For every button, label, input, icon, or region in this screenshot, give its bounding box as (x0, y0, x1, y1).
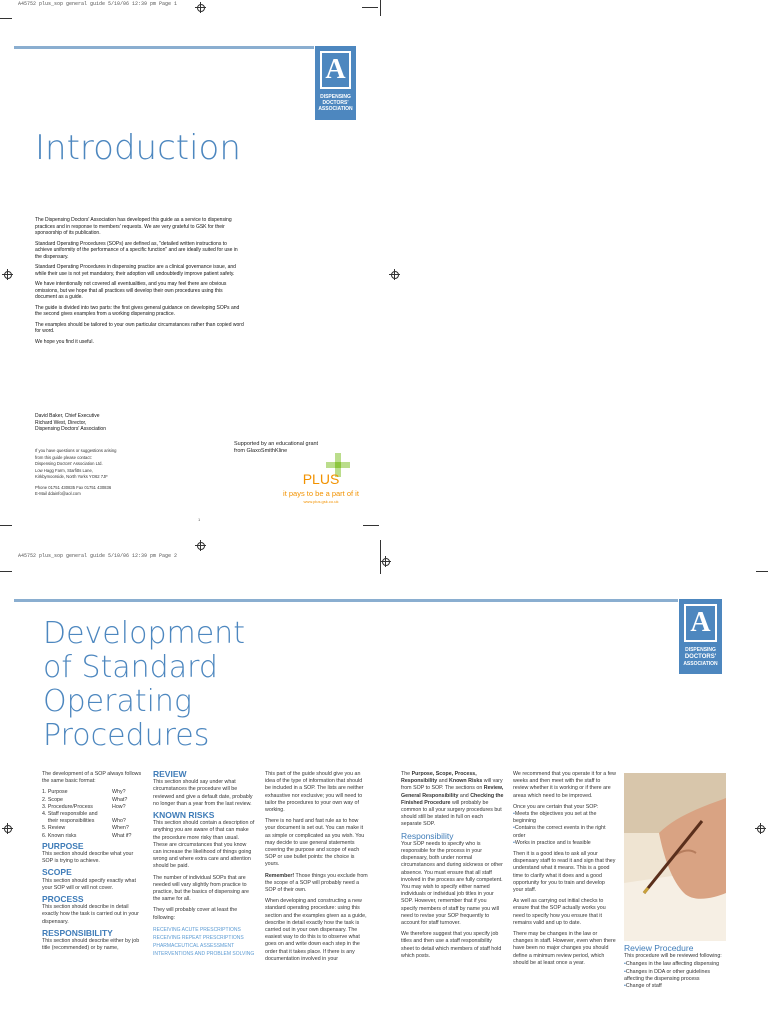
heading-responsibility: Responsibility (401, 830, 454, 841)
page-title: Introduction (35, 128, 241, 168)
crop-mark (380, 540, 381, 574)
sponsor-text: Supported by an educational grant from GlaxoSmithKline (234, 441, 319, 454)
hand-writing-photo (624, 773, 726, 941)
column-1: The development of a SOP always follows the same basic format: 1. Purpose Why? 2. Scope What? 3. Procedure/Process How? 4. Staff responsible and their responsibilities Who? 5. Review When? 6. Known risks What if? PURPOSE This section should describe what your SOP is trying to achieve. SCOPE This section should specify exactly what your SOP will or will not cover. PROCESS This section should describe in detail exactly how the task is carried out in your dispensary. RESPONSIBILITY This section should describe either by job title (recommended) or by name, (42, 771, 142, 952)
registration-mark-icon (195, 2, 206, 13)
sop-topics-list: RECEIVING ACUTE PRESCRIPTIONS RECEIVING REPEAT PRESCRIPTIONS PHARMACEUTICAL ASSESSMENT INTERVENTIONS AND PROBLEM SOLVING (153, 926, 255, 957)
print-slug: A45752 plus_sop general guide 5/10/06 12:39 pm Page 2 (18, 553, 178, 559)
page-number: 1 (198, 517, 201, 522)
sop-steps-list: 1. Purpose Why? 2. Scope What? 3. Procedure/Process How? 4. Staff responsible and their responsibilities Who? 5. Review When? 6. Known risks What if? (42, 789, 132, 839)
heading-responsibility: RESPONSIBILITY (42, 927, 113, 938)
registration-mark-icon (195, 540, 206, 551)
heading-scope: SCOPE (42, 867, 72, 878)
dda-logo: A DISPENSING DOCTORS' ASSOCIATION (679, 599, 722, 674)
contact-block: If you have questions or suggestions arising from this guide please contact: Dispensing Doctors' Association Ltd. Low Hagg Farm, Starfitts Lane, Kirkbymoorside, North Yorks YO62 7JF Phone 01751 430835 Fax 01751 430836 E-Mail ddainfo@aol.com (35, 448, 117, 496)
registration-mark-icon (755, 823, 766, 834)
section-title: Development of Standard Operating Procedures (43, 616, 245, 753)
plus-label: PLUS (302, 471, 340, 487)
registration-mark-icon (2, 269, 13, 280)
heading-review: REVIEW (153, 769, 187, 779)
column-6: Review Procedure This procedure will be reviewed following: • Changes in the law affecting dispensing • Changes in DDA or other guidelines affecting the dispensing process • Change of staff (624, 945, 726, 990)
header-rule (14, 599, 678, 602)
crop-mark (0, 525, 12, 526)
header-rule (14, 46, 314, 49)
dda-logo: A DISPENSING DOCTORS' ASSOCIATION (315, 46, 356, 120)
print-slug: A45752 plus_sop general guide 5/10/06 12:39 pm Page 1 (18, 1, 178, 7)
column-3: This part of the guide should give you an idea of the type of information that should be included in a SOP. The lists are neither exhaustive nor exclusive; you will need to tailor the procedures to your own way of working. There is no hard and fast rule as to how your document is set out. You can make it as simple or complicated as you wish. You may decide to use general statements covering the purpose and scope of each SOP or use bullet points: the choice is yours. Remember! Those things you exclude from the scope of a SOP will probably need a SOP of their own. When developing and constructing a new standard operating procedure: using this section and the examples given as a guide, describe in detail exactly how the task is carried out in your own dispensary. The easiest way to do this is to observe what goes on and write down each step in the order that it takes place. If there is any documentation involved in your (265, 771, 368, 962)
heading-known-risks: KNOWN RISKS (153, 810, 215, 821)
column-5: We recommend that you operate it for a few weeks and then meet with the staff to review whether it is working or if there are areas which need to be improved. Once you are certain that your SOP: • Meets the objectives you set at the beginning • Contains the correct events in the right order • Works in practice and is feasible Then it is a good idea to ask all your dispensary staff to read it and sign that they understand what it means. This is a good time to clarify what it does and a good opportunity for you to train and develop your staff. As well as carrying out initial checks to ensure that the SOP actually works you need to specify how you ensure that it remains valid and up to date. There may be changes in the law or changes in staff. However, even when there have been no major changes you should define a minimum review period, which should be at least once a year. (513, 771, 616, 971)
plus-url: www.plus.gsk.co.uk (303, 499, 339, 504)
crop-mark (380, 0, 381, 16)
sop-check-list: • Meets the objectives you set at the beginning • Contains the correct events in the right order • Works in practice and is feasible (513, 811, 616, 847)
review-triggers-list: • Changes in the law affecting dispensing • Changes in DDA or other guidelines affecting the dispensing process • Change of staff (624, 961, 726, 990)
column-2: REVIEW This section should say under what circumstances the procedure will be reviewed and give a default date, probably no longer than a year from the last review. KNOWN RISKS This section should contain a description of anything you are aware of that can make the procedure more risky than usual. These are circumstances that you know can increase the likelihood of things going wrong and where extra care and attention should be paid. The number of individual SOPs that are needed will vary slightly from practice to practice, but the basics of dispensing are the same for all. They will probably cover at least the following: RECEIVING ACUTE PRESCRIPTIONS RECEIVING REPEAT PRESCRIPTIONS PHARMACEUTICAL ASSESSMENT INTERVENTIONS AND PROBLEM SOLVING (153, 769, 255, 957)
registration-mark-icon (2, 823, 13, 834)
plus-tagline: it pays to be a part of it (283, 489, 359, 498)
column-4: The Purpose, Scope, Process, Responsibility and Known Risks will vary from SOP to SOP. The sections on Review, General Responsibility and Checking the Finished Procedure will probably be common to all your surgery procedures but should still be stated in full on each separate SOP. Responsibility Your SOP needs to specify who is responsible for the process in your dispensary, both under normal circumstances and during sickness or other absence. You must ensure that all staff involved in the process are fully competent. You may wish to specify either named individuals or individual job titles in your SOP. However, remember that if you specify members of staff by name you will need to revise your SOP frequently to account for staff turnover. We therefore suggest that you specify job titles and then use a staff responsibility sheet to detail which members of staff hold which posts. (401, 771, 504, 959)
crop-mark (0, 571, 12, 572)
heading-process: PROCESS (42, 894, 84, 905)
intro-body: The Dispensing Doctors' Association has developed this guide as a service to dispensing practices and in response to members' requests. We are very grateful to GSK for their sponsorship of its publication. Standard Operating Procedures (SOPs) are defined as, "detailed written instructions to achieve uniformity of the performance of a specific function" and are ideally suited for use in the dispensary. Standard Operating Procedures in dispensing practice are a clinical governance issue, and while their use is not yet mandatory, their adoption will undoubtedly improve patient safety. We have intentionally not covered all eventualities, and you may feel there are obvious omissions, but we hope that all practices will develop their own procedures using this document as a guide. The guide is divided into two parts: the first gives general guidance on developing SOPs and the second gives examples from a working dispensing practice. The examples should be tailored to your own particular circumstances rather than copied word for word. We hope you find it useful. (35, 217, 244, 345)
crop-mark (362, 7, 378, 8)
registration-mark-icon (389, 269, 400, 280)
heading-purpose: PURPOSE (42, 840, 84, 851)
crop-mark (756, 571, 768, 572)
crop-mark (363, 525, 379, 526)
crop-mark (0, 18, 12, 19)
registration-mark-icon (380, 556, 391, 567)
heading-review-procedure: Review Procedure (624, 943, 694, 953)
signatures: David Baker, Chief Executive Richard West, Director, Dispensing Doctors' Association (35, 413, 106, 432)
